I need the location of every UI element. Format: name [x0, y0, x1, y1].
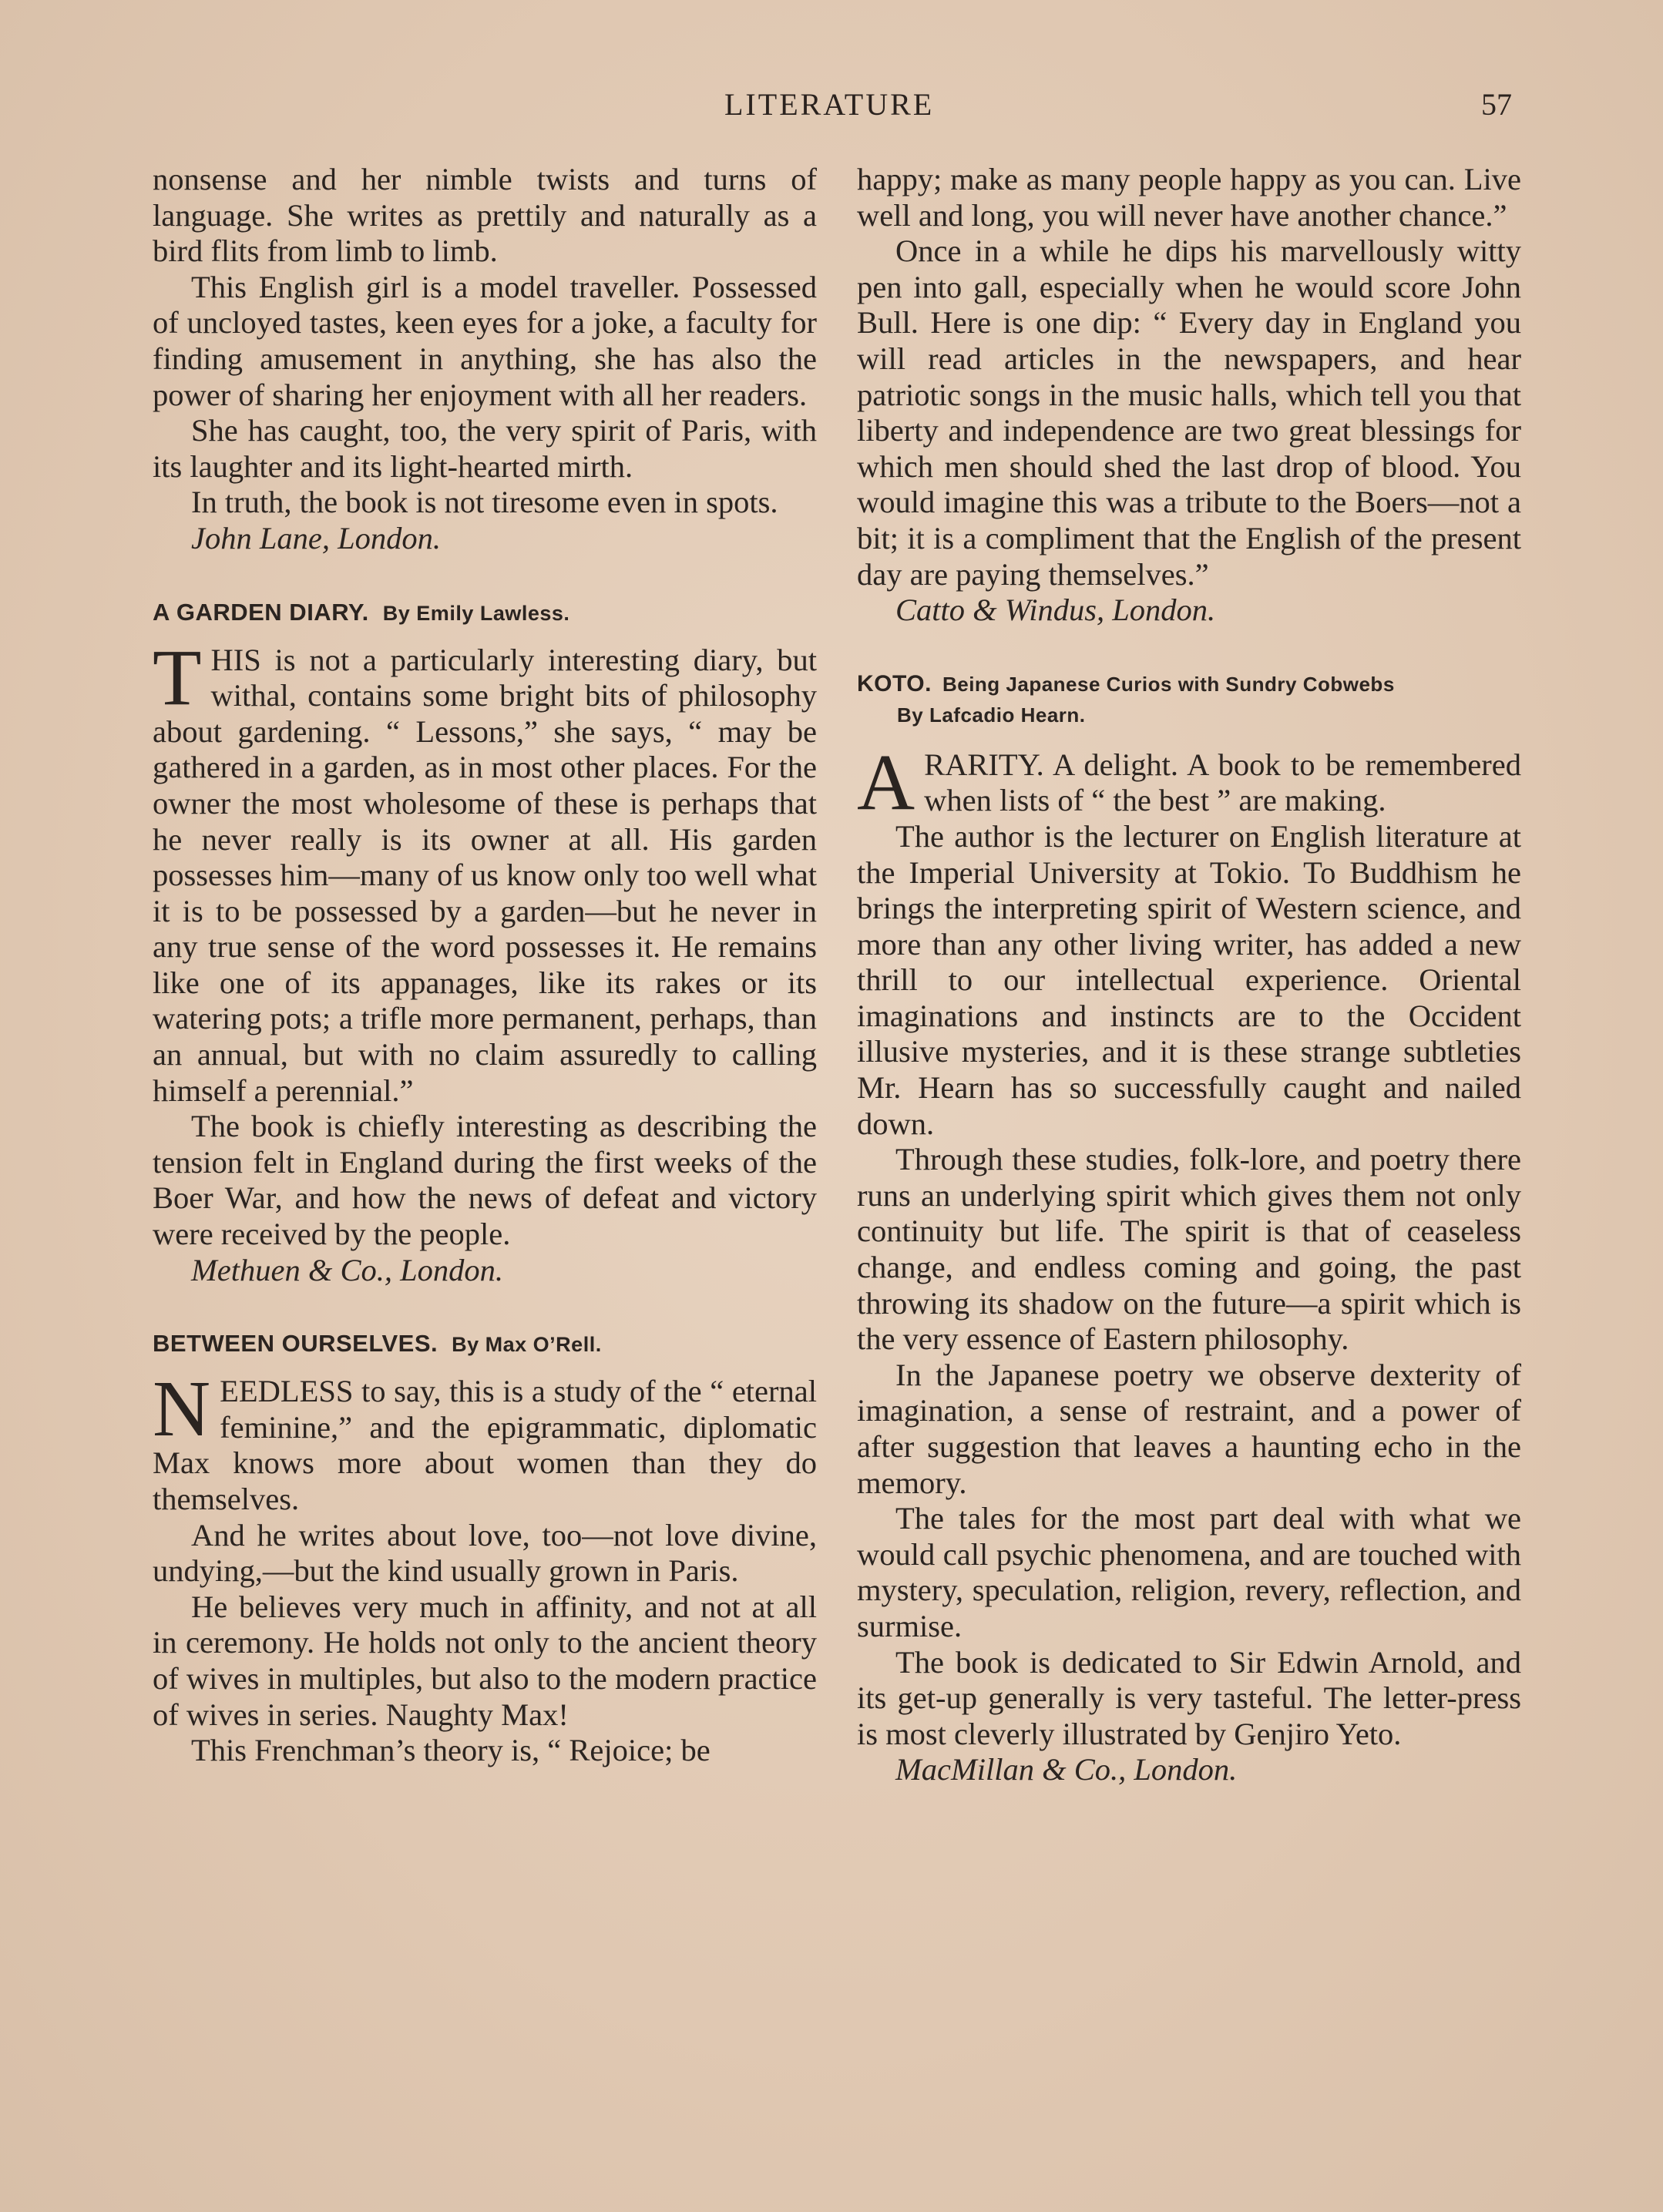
review-heading	[153, 597, 817, 629]
paragraph-text: RARITY. A delight. A book to be remembered when lists of “ the best ” are making.	[924, 747, 1521, 818]
paragraph: happy; make as many people happy as you can. Live well and long, you will never have another chance.”	[857, 162, 1521, 233]
drop-cap: N	[153, 1364, 211, 1454]
drop-cap: T	[153, 633, 202, 722]
paragraph: The tales for the most part deal with what we would call psychic phenomena, and are touched with mystery, speculation, religion, revery, reflection, and surmise.	[857, 1501, 1521, 1643]
review-title: A GARDEN DIARY.	[153, 598, 369, 626]
review-title: KOTO.	[857, 670, 932, 696]
paragraph: He believes very much in affinity, and not at all in ceremony. He holds not only to the ancient theory of wives in multiples, but also to the modern practice of wives in series. Naughty Max!	[153, 1589, 817, 1732]
review-heading	[857, 669, 1521, 730]
running-head: LITERATURE	[724, 87, 935, 122]
paragraph: The book is chiefly interesting as describing the tension felt in England during the first weeks of the Boer War, and how the news of defeat and victory were received by the people.	[153, 1109, 817, 1252]
review-opening-paragraph	[153, 633, 817, 1109]
right-column	[857, 162, 1521, 1788]
paragraph: This English girl is a model traveller. Possessed of uncloyed tastes, keen eyes for a joke, a faculty for finding amusement in anything, she has also the power of sharing her enjoyment with all her readers.	[153, 269, 817, 412]
review-opening-paragraph	[857, 737, 1521, 827]
paragraph: The author is the lecturer on English literature at the Imperial University at Tokio. To Buddhism he brings the interpreting spirit of Western science, and more than any other living writer, has added a new thrill to our intellectual experience. Oriental imaginations and instincts are to the Occident illusive mysteries, and it is these strange subtleties Mr. Hearn has so successfully caught and nailed down.	[857, 818, 1521, 1141]
publisher-credit: John Lane, London.	[191, 520, 441, 556]
paragraph: Through these studies, folk-lore, and poetry there runs an underlying spirit which gives them not only continuity but life. The spirit is that of ceaseless change, and endless coming and going, the past throwing its shadow on the future—a spirit which is the very essence of Eastern philosophy.	[857, 1142, 1521, 1357]
left-column	[153, 162, 817, 1769]
review-heading	[153, 1328, 817, 1360]
paragraph: In truth, the book is not tiresome even in spots.	[191, 485, 778, 520]
paragraph: The book is dedicated to Sir Edwin Arnold, and its get-up generally is very tasteful. The letter-press is most cleverly illustrated by Genjiro Yeto.	[857, 1644, 1521, 1751]
review-byline: By Emily Lawless.	[382, 601, 570, 625]
paragraph: This Frenchman’s theory is, “ Rejoice; be	[191, 1733, 711, 1768]
publisher-credit: Methuen & Co., London.	[191, 1252, 503, 1287]
publisher-credit: MacMillan & Co., London.	[895, 1752, 1238, 1787]
review-byline: By Lafcadio Hearn.	[897, 703, 1086, 727]
review-byline: By Max O’Rell.	[452, 1333, 602, 1357]
paragraph: She has caught, too, the very spirit of Paris, with its laughter and its light-hearted mirth.	[153, 413, 817, 484]
page-number: 57	[1481, 87, 1512, 122]
review-subtitle: Being Japanese Curios with Sundry Cobwebs	[942, 672, 1395, 696]
paragraph: And he writes about love, too—not love divine, undying,—but the kind usually grown in Paris.	[153, 1517, 817, 1589]
paragraph: In the Japanese poetry we observe dexterity of imagination, a sense of restraint, and a power of after suggestion that leaves a haunting echo in the memory.	[857, 1357, 1521, 1500]
paragraph-text: EEDLESS to say, this is a study of the “ eternal feminine,” and the epigrammatic, diplomatic Max knows more about women than they do themselves.	[153, 1374, 817, 1516]
paragraph-text: HIS is not a particularly interesting diary, but withal, contains some bright bits of philosophy about gardening. “ Lessons,” she says, “ may be gathered in a garden, as in most other places. For the owner the most wholesome of these is perhaps that he never really is its owner at all. His garden possesses him—many of us know only too well what it is to be possessed by a garden—but he never in any true sense of the word possesses it. He remains like one of its appanages, like its rakes or its watering pots; a trifle more permanent, perhaps, than an annual, but with no claim assuredly to calling himself a perennial.”	[153, 642, 817, 1108]
paragraph: Once in a while he dips his marvellously witty pen into gall, especially when he would score John Bull. Here is one dip: “ Every day in England you will read articles in the newspapers, and hear patriotic songs in the music halls, which tell you that liberty and independence are two great blessings for which men should shed the last drop of blood. You would imagine this was a tribute to the Boers—not a bit; it is a compliment that the English of the present day are paying themselves.”	[857, 233, 1521, 592]
paragraph: nonsense and her nimble twists and turns of language. She writes as prettily and naturally as a bird flits from limb to limb.	[153, 162, 817, 269]
review-opening-paragraph	[153, 1364, 817, 1517]
drop-cap: A	[857, 737, 915, 827]
review-title: BETWEEN OURSELVES.	[153, 1330, 438, 1358]
publisher-credit: Catto & Windus, London.	[895, 592, 1216, 628]
